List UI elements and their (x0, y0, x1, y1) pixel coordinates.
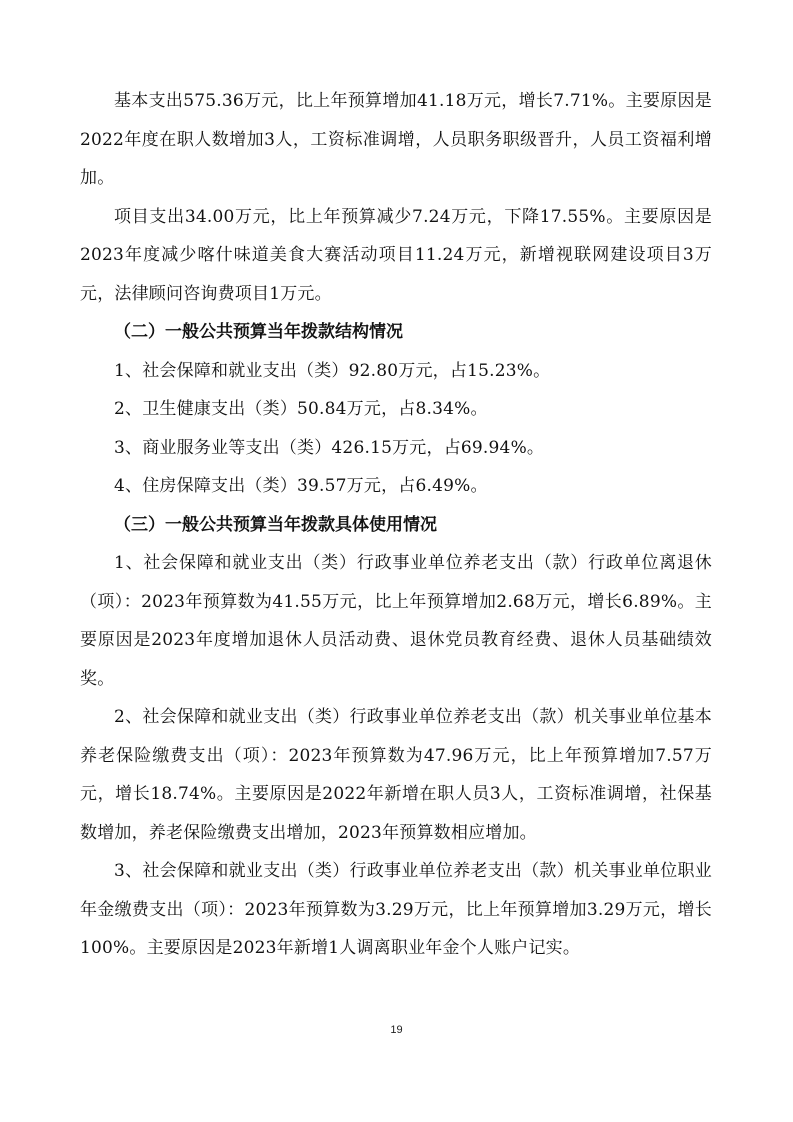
page-body (80, 82, 712, 968)
list-item: 3、社会保障和就业支出（类）行政事业单位养老支出（款）机关事业单位职业年金缴费支出（项）：2023年预算数为3.29万元，比上年预算增加3.29万元，增长100%。主要原因是2023年新增1人调离职业年金个人账户记实。 (80, 861, 712, 958)
paragraph-basic-expenditure: 基本支出575.36万元，比上年预算增加41.18万元，增长7.71%。主要原因是2022年度在职人数增加3人，工资标准调增，人员职务职级晋升，人员工资福利增加。 (80, 91, 712, 188)
page-number: 19 (390, 1024, 403, 1036)
list-item: 1、社会保障和就业支出（类）92.80万元，占15.23%。 (114, 360, 551, 381)
list-item: 2、社会保障和就业支出（类）行政事业单位养老支出（款）机关事业单位基本养老保险缴费支出（项）：2023年预算数为47.96万元，比上年预算增加7.57万元，增长18.74%。主要原因是2022年新增在职人员3人，工资标准调增，社保基数增加，养老保险缴费支出增加，2023年预算数相应增加。 (80, 707, 712, 843)
list-item: 3、商业服务业等支出（类）426.15万元，占69.94%。 (114, 437, 545, 458)
list-item: 1、社会保障和就业支出（类）行政事业单位养老支出（款）行政单位离退休（项）：2023年预算数为41.55万元，比上年预算增加2.68万元，增长6.89%。主要原因是2023年度增加退休人员活动费、退休党员教育经费、退休人员基础绩效奖。 (80, 553, 712, 689)
section-heading-allocation-structure: （二）一般公共预算当年拨款结构情况 (114, 322, 403, 342)
paragraph-project-expenditure: 项目支出34.00万元，比上年预算减少7.24万元，下降17.55%。主要原因是2023年度减少喀什味道美食大赛活动项目11.24万元，新增视联网建设项目3万元，法律顾问咨询费项目1万元。 (80, 206, 712, 304)
section-heading-allocation-usage: （三）一般公共预算当年拨款具体使用情况 (114, 514, 437, 535)
list-item: 2、卫生健康支出（类）50.84万元，占8.34%。 (114, 399, 488, 419)
list-item: 4、住房保障支出（类）39.57万元，占6.49%。 (114, 476, 488, 496)
